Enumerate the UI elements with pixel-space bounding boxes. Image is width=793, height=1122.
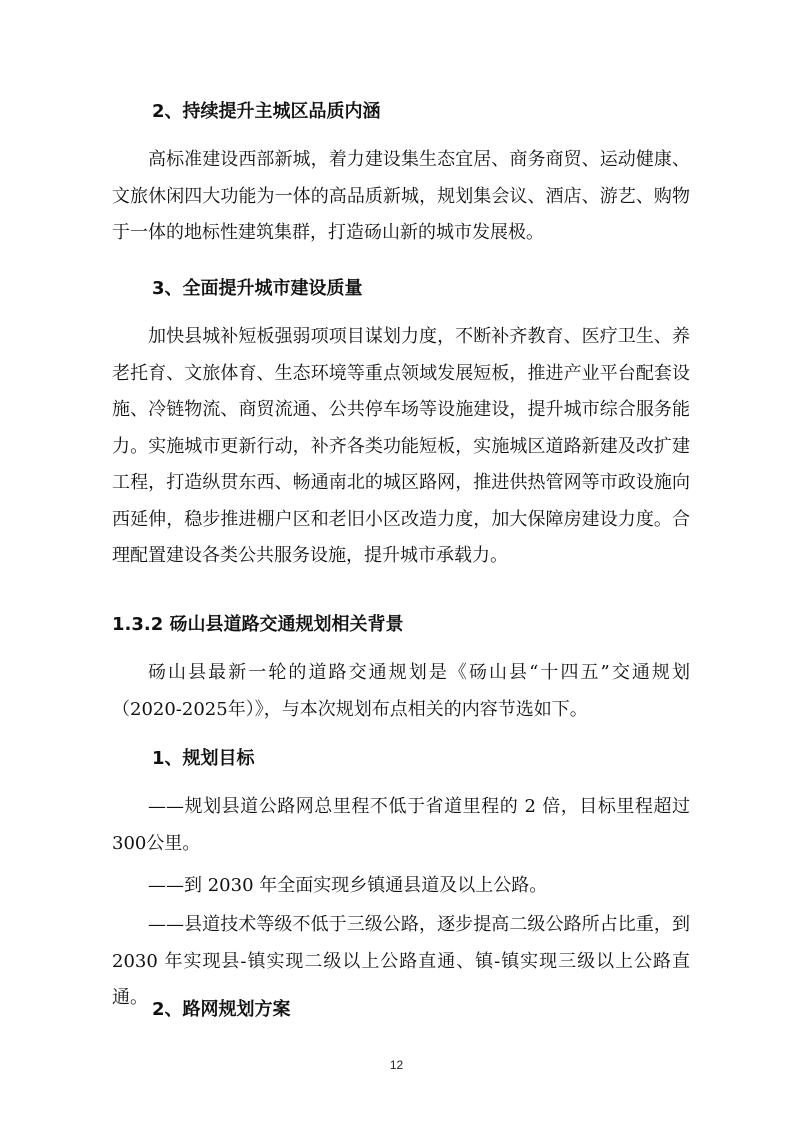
paragraph-goal-1: ——规划县道公路网总里程不低于省道里程的 2 倍，目标里程超过 300公里。	[112, 796, 690, 854]
paragraph-section-intro: 砀山县最新一轮的道路交通规划是《砀山县“十四五”交通规划（2020-2025年）》，与本次规划布点相关的内容节选如下。	[112, 662, 690, 720]
paragraph-main-city-quality: 高标准建设西部新城，着力建设集生态宜居、商务商贸、运动健康、文旅休闲四大功能为一体的高品质新城，规划集会议、酒店、游艺、购物于一体的地标性建筑集群，打造砀山新的城市发展极。	[112, 149, 690, 243]
paragraph-construction-quality: 加快县城补短板强弱项项目谋划力度，不断补齐教育、医疗卫生、养老托育、文旅体育、生态环境等重点领域发展短板，推进产业平台配套设施、冷链物流、商贸流通、公共停车场等设施建设，提升城市综合服务能力。实施城市更新行动，补齐各类功能短板，实施城区道路新建及改扩建工程，打造纵贯东西、畅通南北的城区路网，推进供热管网等市政设施向西延伸，稳步推进棚户区和老旧小区改造力度，加大保障房建设力度。合理配置建设各类公共服务设施，提升城市承载力。	[112, 326, 690, 566]
heading-road-network-scheme: 2、路网规划方案	[152, 999, 291, 1020]
heading-main-city-quality: 2、持续提升主城区品质内涵	[152, 101, 381, 122]
heading-construction-quality: 3、全面提升城市建设质量	[152, 278, 363, 299]
paragraph-goal-2: ——到 2030 年全面实现乡镇通县道及以上公路。	[148, 875, 548, 896]
section-heading-1-3-2: 1.3.2 砀山县道路交通规划相关背景	[112, 614, 404, 635]
paragraph-goal-3: ——县道技术等级不低于三级公路，逐步提高二级公路所占比重，到2030 年实现县-镇实现二级以上公路直通、镇-镇实现三级以上公路直通。	[112, 914, 690, 1008]
page-number: 12	[389, 1058, 404, 1072]
heading-planning-goals: 1、规划目标	[152, 748, 255, 769]
